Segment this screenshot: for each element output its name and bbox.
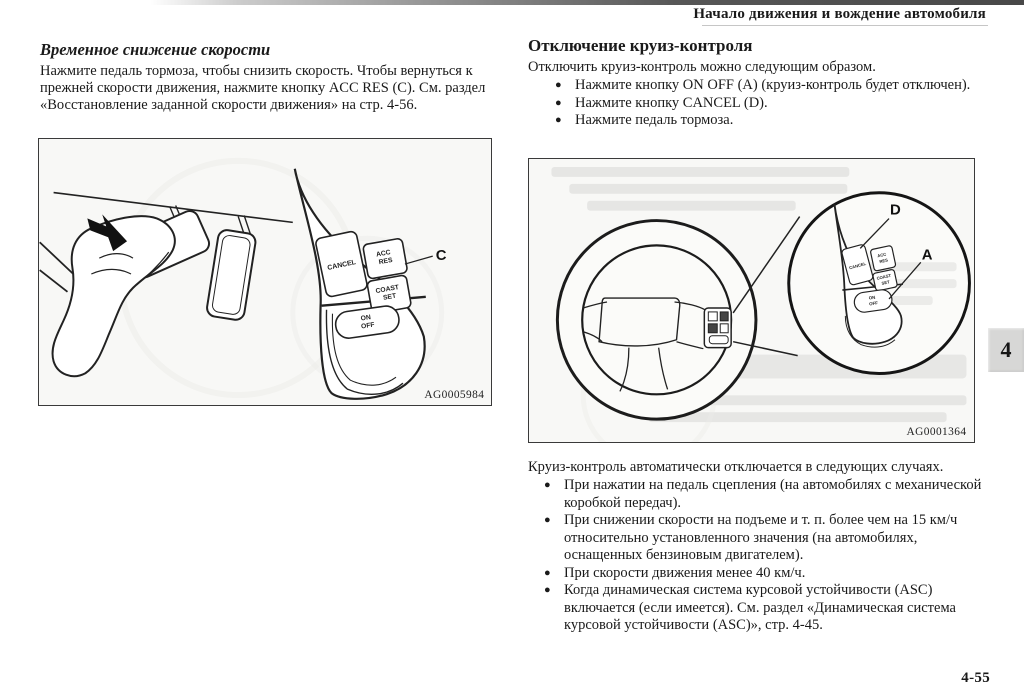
section-heading-cruise-off: Отключение круиз-контроля <box>528 36 753 55</box>
list-item: ● Нажмите педаль тормоза. <box>555 112 734 128</box>
bullet-icon: ● <box>544 566 551 579</box>
svg-text:CANCEL: CANCEL <box>326 259 357 272</box>
svg-text:CANCEL: CANCEL <box>848 261 867 271</box>
list-item: ● При снижении скорости на подъеме и т. п. более чем на 15 км/ч относительно установленного значения (на автомобилях, оснащенных бензиновым двигателем). <box>544 512 958 563</box>
callout-c: C <box>435 248 447 265</box>
list-item: ● При нажатии на педаль сцепления (на автомобилях с механической коробкой передач). <box>544 477 982 511</box>
auto-off-bullet-list <box>544 477 996 635</box>
acc-res-button-magnified <box>870 245 896 271</box>
svg-text:ACC RES: ACC RES <box>375 249 394 267</box>
list-item: ● При скорости движения менее 40 км/ч. <box>544 564 806 581</box>
switch-cluster <box>704 308 731 348</box>
airbag-pad <box>599 298 680 346</box>
running-header: Начало движения и вождение автомобиля <box>693 6 986 22</box>
svg-text:ON OFF: ON OFF <box>360 314 376 331</box>
figure-code: AG0005984 <box>424 389 485 402</box>
steering-wheel-figure-svg <box>529 159 974 442</box>
page-number: 4-55 <box>961 670 990 686</box>
list-item: ● Нажмите кнопку CANCEL (D). <box>555 94 768 111</box>
accelerator-pedal <box>206 229 257 321</box>
scan-edge-artifact <box>150 0 1024 5</box>
section-intro: Отключить круиз-контроль можно следующим образом. <box>528 59 876 75</box>
svg-text:COAST SET: COAST SET <box>876 272 892 286</box>
list-item: ● Нажмите кнопку ON OFF (A) (круиз-контроль будет отключен). <box>555 77 971 93</box>
bullet-icon: ● <box>555 79 562 91</box>
cruise-off-bullet-list <box>555 77 986 130</box>
bullet-icon: ● <box>555 96 562 109</box>
figure-brake-pedal-and-cruise-buttons <box>38 138 492 406</box>
bullet-icon: ● <box>544 514 551 526</box>
auto-off-intro: Круиз-контроль автоматически отключается в следующих случаях. <box>528 459 944 475</box>
pedal-figure-svg <box>39 139 491 405</box>
auto-off-section <box>528 459 996 635</box>
figure-code: AG0001364 <box>906 426 967 439</box>
bullet-icon: ● <box>555 114 562 126</box>
steering-wheel <box>557 221 756 420</box>
section-heading-temporary-slowdown: Временное снижение скорости <box>40 40 271 59</box>
callout-d: D <box>890 202 901 219</box>
acc-res-button <box>363 238 408 279</box>
left-column <box>40 40 502 114</box>
bullet-icon: ● <box>544 584 551 596</box>
svg-text:COAST SET: COAST SET <box>375 284 400 302</box>
svg-text:ON OFF: ON OFF <box>868 294 879 307</box>
section-body: Нажмите педаль тормоза, чтобы снизить скорость. Чтобы вернуться к прежней скорости движения, нажмите кнопку ACC RES (C). См. раздел «Восстановление заданной скорости движения» на стр. 4-56. <box>40 63 486 113</box>
header-rule <box>702 25 988 26</box>
svg-text:ACC RES: ACC RES <box>876 251 889 265</box>
right-column <box>528 36 986 130</box>
chapter-tab: 4 <box>988 328 1024 372</box>
list-item: ● Когда динамическая система курсовой устойчивости (ASC) включается (если имеется). См. раздел «Динамическая система курсовой устойчивости (ASC)», стр. 4-45. <box>544 582 956 633</box>
figure-steering-wheel-cruise-switches <box>528 158 975 443</box>
callout-a: A <box>921 247 933 264</box>
bullet-icon: ● <box>544 479 551 491</box>
driver-leg <box>40 242 76 292</box>
coast-set-button-magnified <box>873 269 898 291</box>
